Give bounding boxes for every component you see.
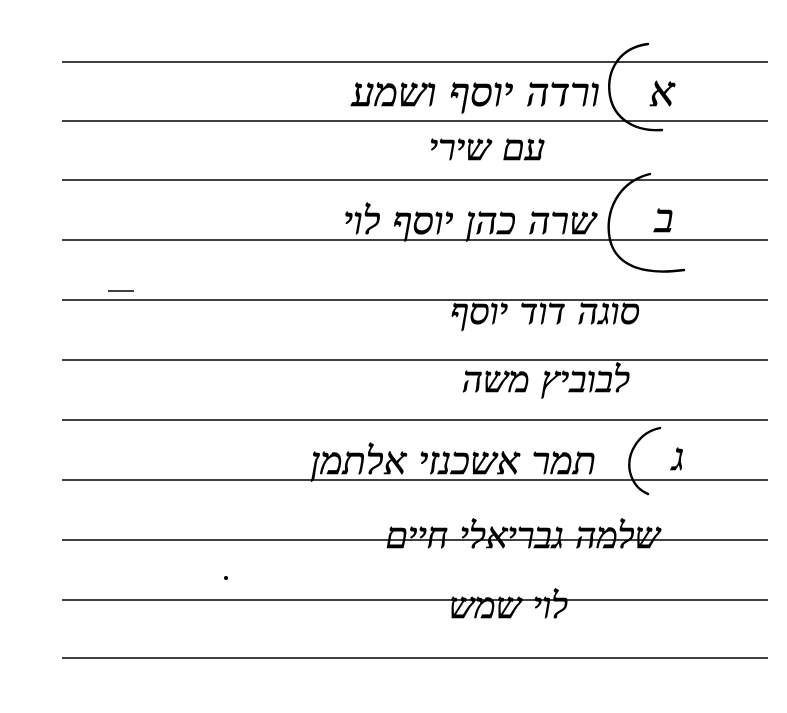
entry-line: תמר אשכנזי אלתמן	[310, 439, 596, 483]
entry-line: לוי שמש	[448, 586, 568, 627]
entry-marker: ב	[654, 196, 674, 242]
entry-marker: ג	[671, 435, 685, 479]
entry-line: שרה כהן יוסף לוי	[342, 199, 596, 243]
ruled-lines	[62, 62, 768, 658]
entry-line: לבוביץ משה	[461, 360, 630, 401]
entry-marker-circle	[629, 428, 660, 494]
entry-2	[343, 174, 684, 401]
entry-line: סוגה דוד יוסף	[450, 292, 640, 333]
entry-marker: א	[649, 67, 675, 116]
entry-line: ורדה יוסף ושמע	[351, 70, 600, 116]
entry-line: עם שירי	[428, 128, 545, 169]
entry-3	[224, 428, 684, 627]
ink-dot	[224, 576, 228, 580]
entry-line: שלמה גבריאלי חיים	[385, 516, 660, 557]
